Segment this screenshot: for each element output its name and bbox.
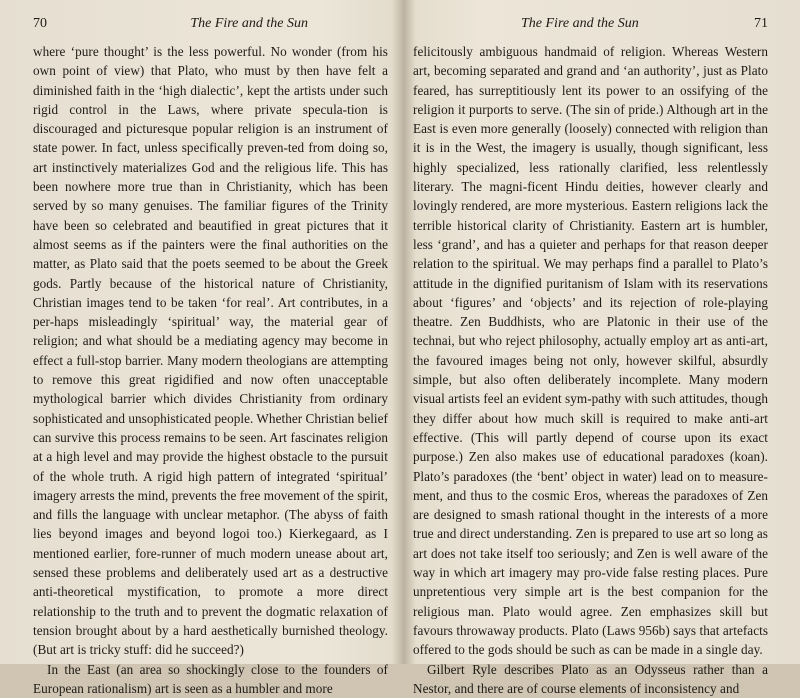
right-paragraph-2: Gilbert Ryle describes Plato as an Odysseus rather than a Nestor, and there are of course elements of inconsistency and <box>413 660 768 698</box>
right-paragraph-1: felicitously ambiguous handmaid of religion. Whereas Western art, becoming separated and grand and ‘an authority’, just as Plato feared, has surreptitiously lent its power to an ossifying of the religion it purports to serve. (The sin of pride.) Although art in the East is even more generally (loosely) connected with religion than it is in the West, the imagery is usually, though significant, less highly specialized, less rationally clarified, less relentlessly literary. The magni-ficent Hindu deities, however clearly and lovingly rendered, are more mysterious. Eastern religions lack the terrible historical clarity of Christianity. Eastern art is humbler, less ‘grand’, and has a quieter and perhaps for that reason deeper relation to the spiritual. We may perhaps find a parallel to Plato’s attitude in the dignified puritanism of Islam with its reservations about ‘figures’ and ‘objects’ and its rejection of role-playing theatre. Zen Buddhists, who are Platonic in their use of the technai, but who reject philosophy, actually employ art as anti-art, the favoured images being not only, however skilful, absurdly simple, but also often deliberately incomplete. Many modern visual artists feel an evident sym-pathy with such attitudes, though they differ about how much skill is required to make anti-art effective. (This will partly depend of course upon its exact purpose.) Zen also makes use of educational paradoxes (koan). Plato’s paradoxes (the ‘bent’ object in water) lead on to measure-ment, and thus to the cosmic Eros, whereas the paradoxes of Zen are designed to smash rational thought in the interests of a more true and direct understanding. Zen is prepared to use art so long as art does not take itself too seriously; and Zen is well aware of the way in which art imagery may pro-vide false resting places. Pure unpretentious very simple art is the best companion for the religious man. Plato would agree. Zen emphasizes skill but favours throwaway products. Plato (Laws 956b) says that artefacts offered to the gods should be such as can be made in a single day. <box>413 42 768 660</box>
right-page <box>400 0 800 664</box>
right-running-header <box>413 16 768 38</box>
left-running-header <box>33 16 388 38</box>
left-page <box>0 0 400 664</box>
right-page-number: 71 <box>754 16 768 32</box>
right-page-body <box>413 42 768 698</box>
left-paragraph-1: where ‘pure thought’ is the less powerful. No wonder (from his own point of view) that Plato, who must by then have felt a diminished faith in the ‘high dialectic’, kept the artists under such rigid control in the Laws, where private specula-tion is discouraged and picturesque popular religion is an instrument of state power. In fact, unless specifically preven-ted from doing so, art instinctively materializes God and the religious life. This has been nowhere more true than in Christianity, which has been served by so many genuises. The familiar figures of the Trinity have been so celebrated and beautified in great pictures that it almost seems as if the painters were the final authorities on the matter, as Plato said that the poets seemed to be about the Greek gods. Partly because of the historical nature of Christianity, Christian images tend to be taken ‘for real’. Art contributes, in a per-haps misleadingly ‘spiritual’ way, the material gear of religion; and what should be a mediating agency may become in effect a full-stop barrier. Many modern theologians are attempting to remove this great rigidified and now often unacceptable mythological barrier which divides Christianity from ordinary sophisticated and unsophisticated people. Whether Christian belief can survive this process remains to be seen. Art fascinates religion at a high level and may provide the highest obstacle to the pursuit of the whole truth. A rigid high pattern of integrated ‘spiritual’ imagery arrests the mind, prevents the free movement of the spirit, and fills the language with unclear metaphor. (The abyss of faith lies beyond images and beyond logoi too.) Kierkegaard, as I mentioned earlier, fore-runner of much modern unease about art, sensed these problems and deliberately used art as a destructive anti-theoretical mystification, to promote a more direct relationship to the truth and to prevent the dogmatic relaxation of tension brought about by a hard aesthetically burnished theology. (But art is tricky stuff: did he succeed?) <box>33 42 388 660</box>
left-running-head: The Fire and the Sun <box>190 16 308 32</box>
left-page-number: 70 <box>33 16 47 32</box>
left-paragraph-2: In the East (an area so shockingly close to the founders of European rationalism) art is seen as a humbler and more <box>33 660 388 698</box>
left-page-body <box>33 42 388 698</box>
right-running-head: The Fire and the Sun <box>521 16 639 32</box>
